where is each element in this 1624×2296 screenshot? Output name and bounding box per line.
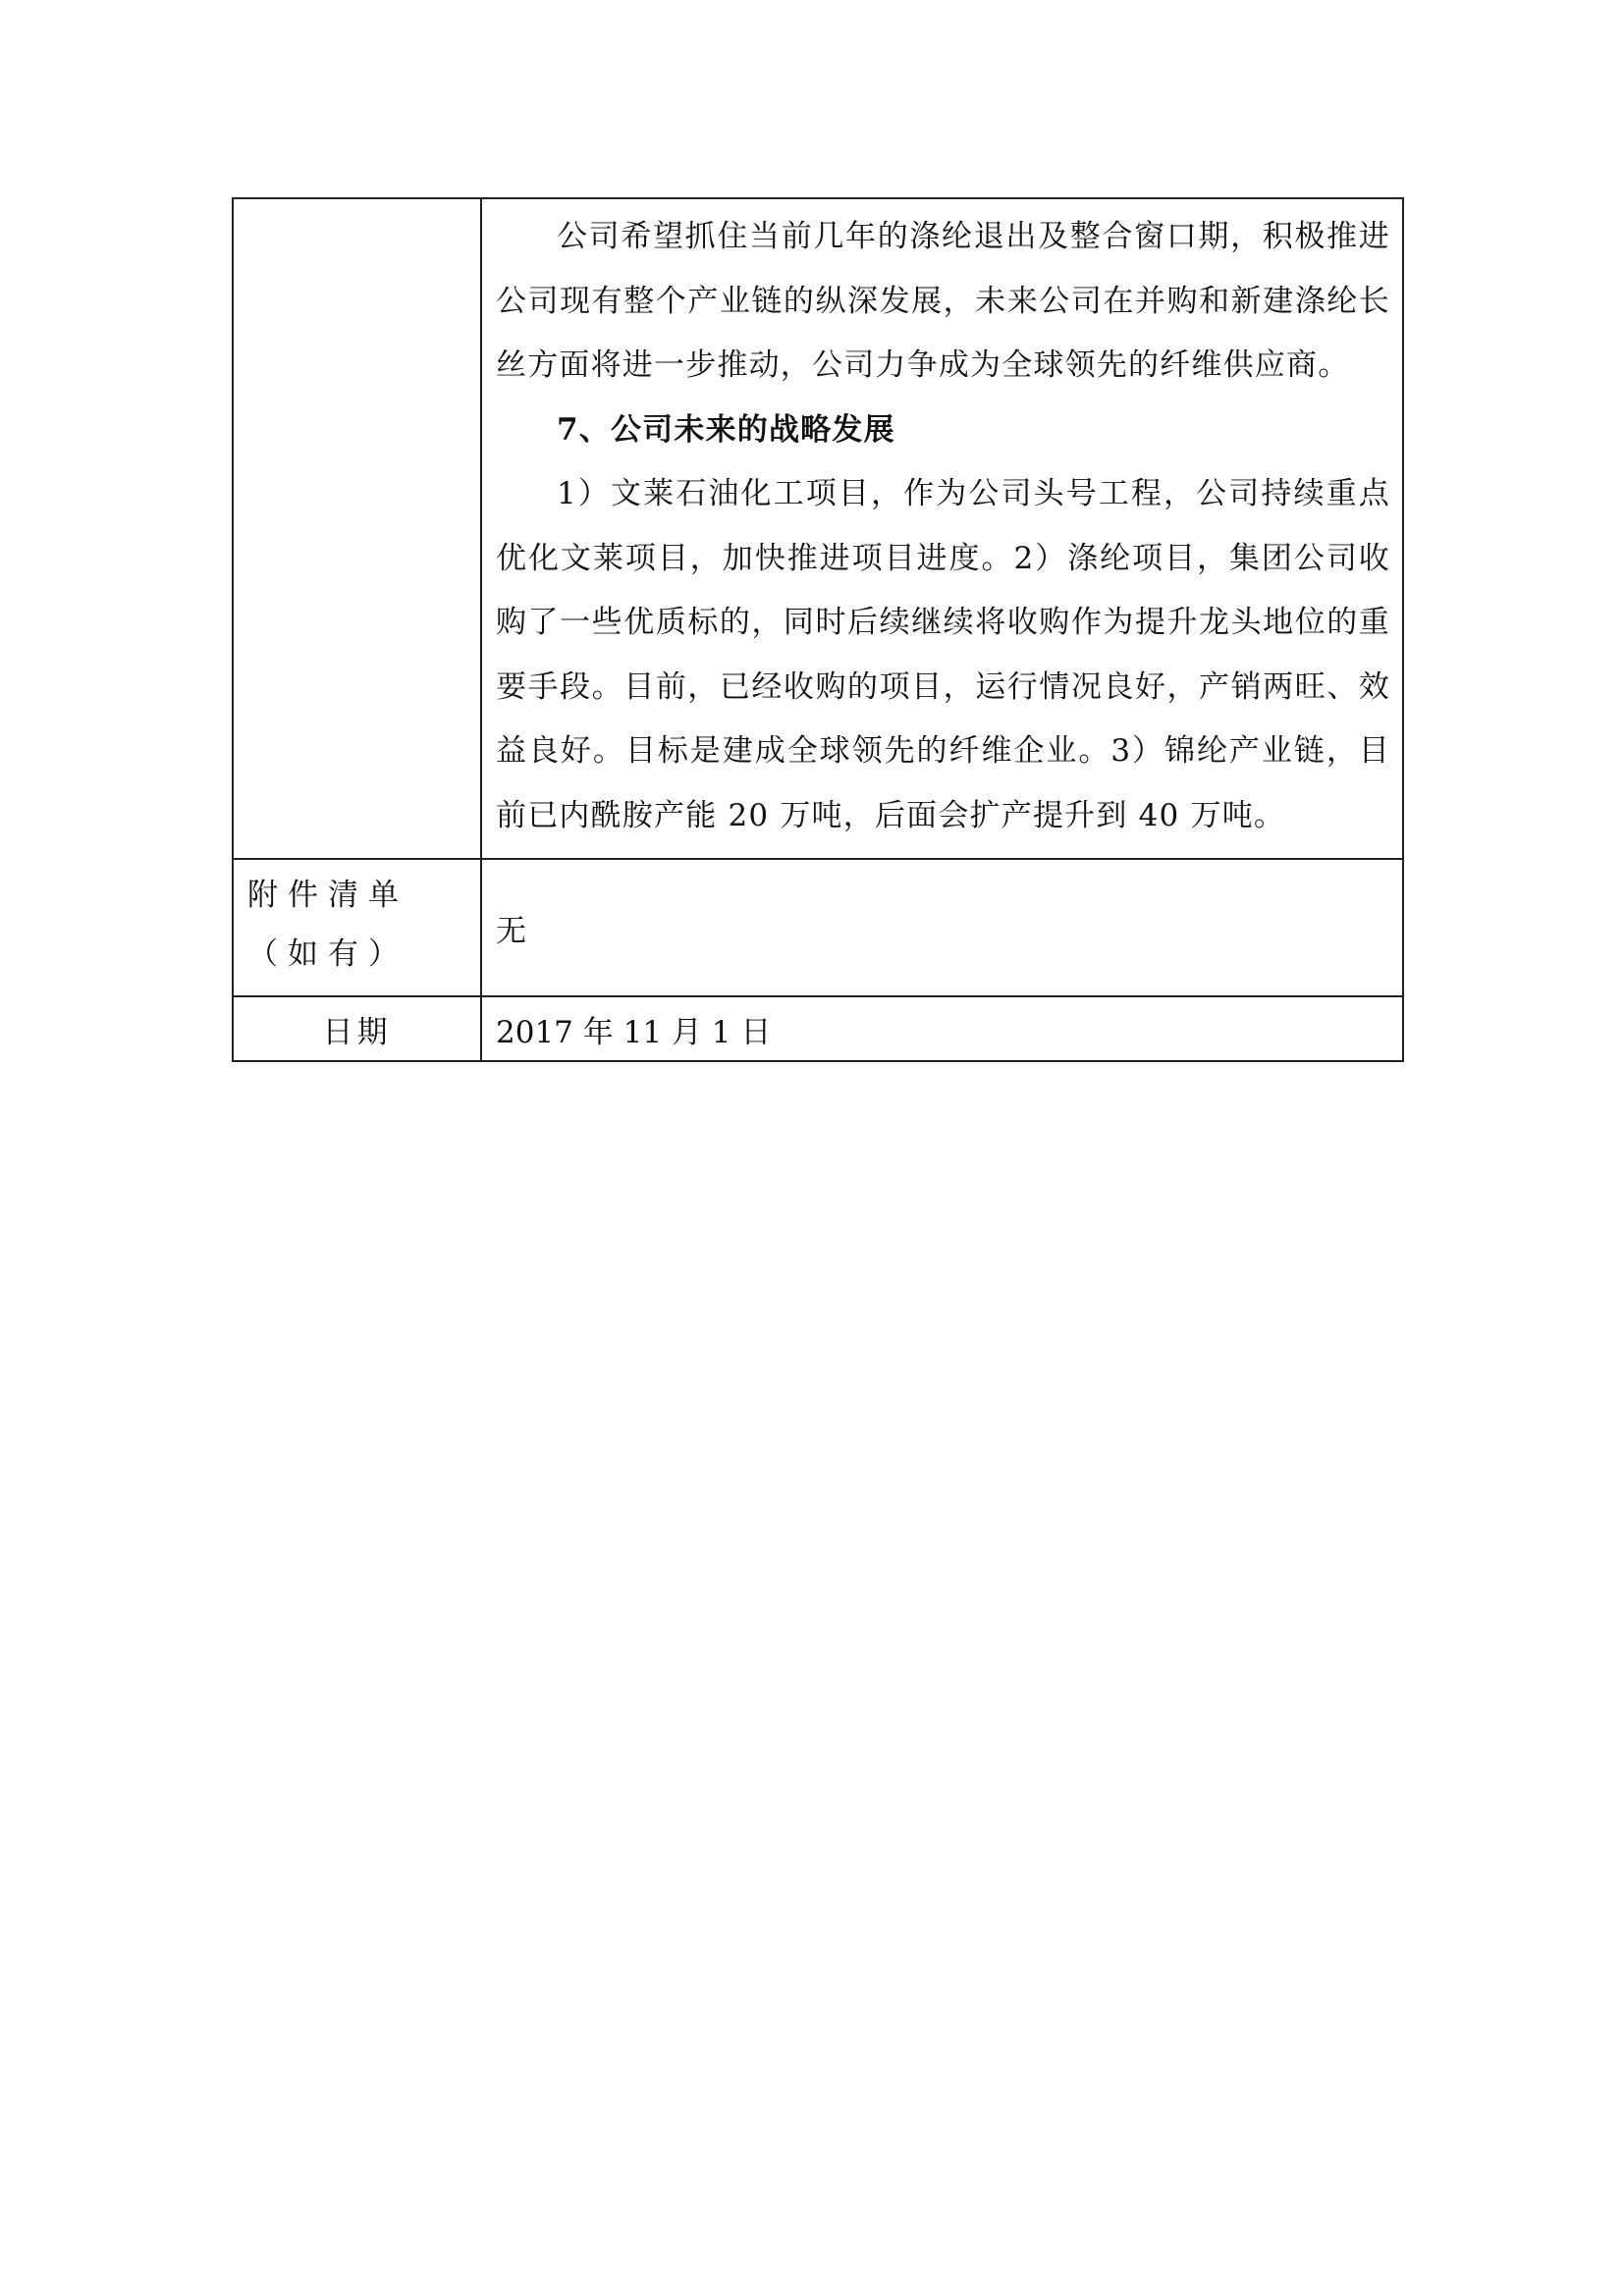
attachments-label: 附件清单（如有） — [233, 859, 481, 996]
date-row — [233, 996, 1403, 1061]
paragraph-strategy: 1）文莱石油化工项目，作为公司头号工程，公司持续重点优化文莱项目，加快推进项目进度。2）涤纶项目，集团公司收购了一些优质标的，同时后续继续将收购作为提升龙头地位的重要手段。目前，已经收购的项目，运行情况良好，产销两旺、效益良好。目标是建成全球领先的纤维企业。3）锦纶产业链，目前已内酰胺产能 20 万吨，后面会扩产提升到 40 万吨。 — [496, 476, 1390, 833]
content-cell — [481, 198, 1403, 859]
content-row — [233, 198, 1403, 859]
date-label: 日期 — [233, 996, 481, 1061]
section-heading-strategy: 7、公司未来的战略发展 — [557, 411, 895, 448]
content-label-cell — [233, 198, 481, 859]
attachments-row — [233, 859, 1403, 996]
paragraph-future-ma: 公司希望抓住当前几年的涤纶退出及整合窗口期，积极推进公司现有整个产业链的纵深发展，未来公司在并购和新建涤纶长丝方面将进一步推动，公司力争成为全球领先的纤维供应商。 — [496, 219, 1390, 383]
document-table — [232, 197, 1404, 1062]
attachments-value: 无 — [481, 859, 1403, 996]
date-value: 2017 年 11 月 1 日 — [481, 996, 1403, 1061]
